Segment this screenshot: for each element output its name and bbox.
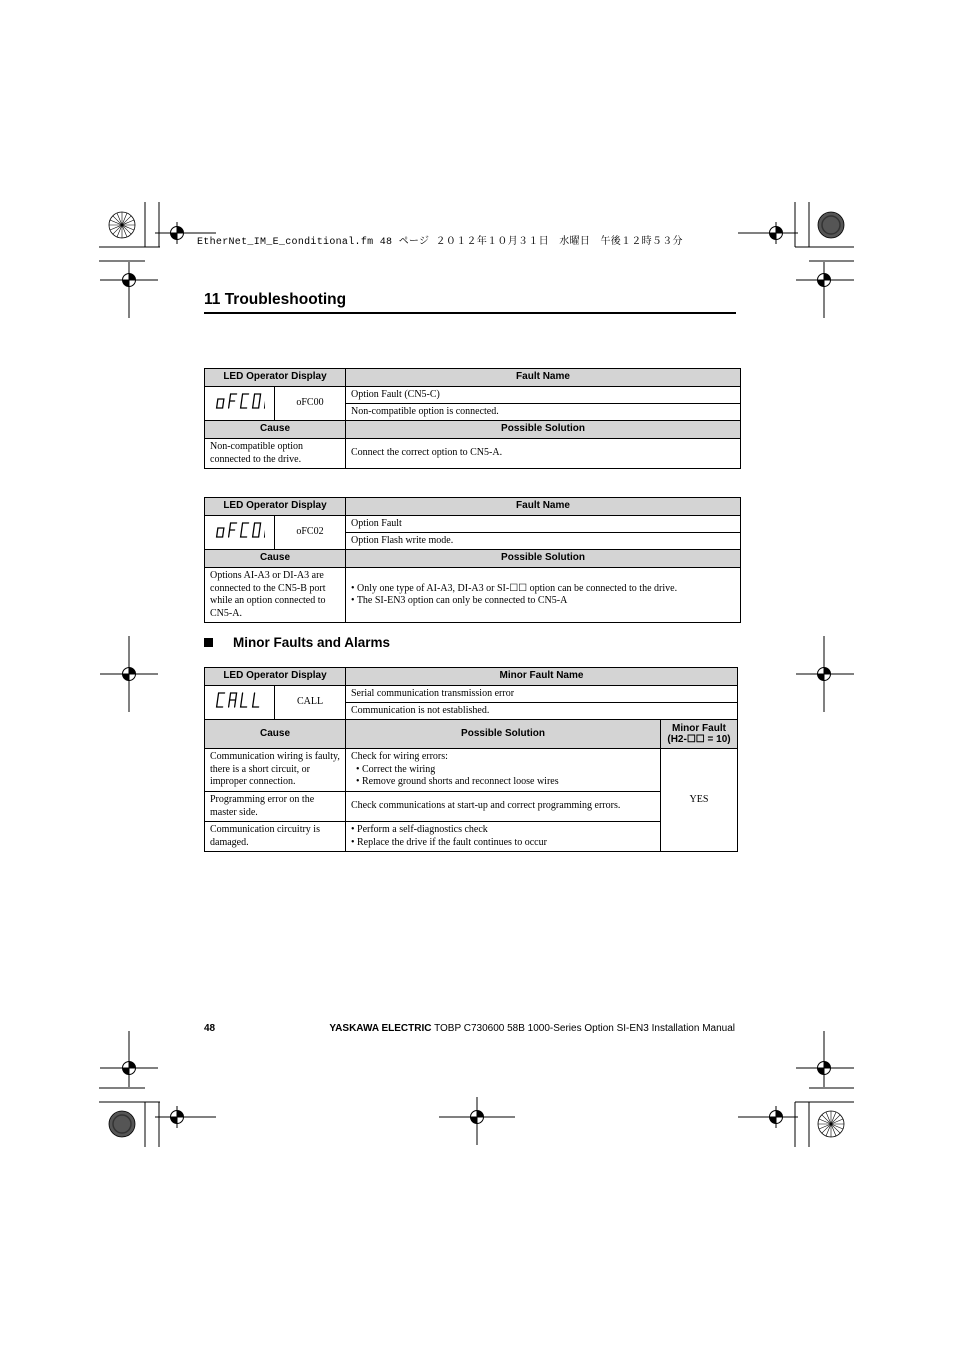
minor-fault-table-call <box>204 667 738 852</box>
solution-bullet: • Replace the drive if the fault continues to occur <box>351 836 547 848</box>
header-minor-fault-line2: (H2-☐☐ = 10) <box>667 734 731 745</box>
title-rule <box>204 312 736 314</box>
section-title: 11 Troubleshooting <box>204 291 347 308</box>
subsection-title-text: Minor Faults and Alarms <box>233 635 391 650</box>
cause-text: Non-compatible option connected to the drive. <box>205 439 346 469</box>
solution-bullet: • Only one type of AI-A3, DI-A3 or SI-☐☐ option can be connected to the drive. <box>351 582 678 594</box>
header-minor-fault-name: Minor Fault Name <box>346 668 738 686</box>
solution-bullet: • Perform a self-diagnostics check <box>351 824 488 835</box>
solution-cell <box>346 822 661 852</box>
page-number: 48 <box>204 1023 216 1034</box>
solution-text: Connect the correct option to CN5-A. <box>346 439 741 469</box>
header-cause: Cause <box>205 720 346 749</box>
led-display-glyph <box>205 686 275 720</box>
solution-cell <box>346 568 741 623</box>
file-info-line: EtherNet_IM_E_conditional.fm 48 ページ ２０１２年１０月３１日 水曜日 午後１２時５３分 <box>197 237 683 248</box>
fault-code: CALL <box>275 686 346 720</box>
header-minor-fault-line1: Minor Fault <box>672 723 726 734</box>
led-display-glyph <box>205 516 275 550</box>
header-solution: Possible Solution <box>346 421 741 439</box>
solution-cell <box>346 749 661 792</box>
solution-text: Check communications at start-up and correct programming errors. <box>346 792 661 822</box>
solution-intro: Check for wiring errors: <box>351 751 448 763</box>
cause-text: Programming error on the master side. <box>205 792 346 822</box>
header-fault-name: Fault Name <box>346 498 741 516</box>
header-led-display: LED Operator Display <box>205 498 346 516</box>
header-cause: Cause <box>205 550 346 568</box>
minor-fault-value: YES <box>661 749 738 852</box>
solution-bullet: • Correct the wiring <box>356 763 436 775</box>
header-minor-fault <box>661 720 738 749</box>
fault-name: Option Fault <box>346 516 741 533</box>
seven-segment-ofc02-icon <box>215 520 265 540</box>
seven-segment-call-icon <box>215 690 265 710</box>
fault-description: Communication is not established. <box>346 703 738 720</box>
cause-text: Options AI-A3 or DI-A3 are connected to the CN5-B port while an option connected to CN5-A. <box>205 568 346 623</box>
fault-table-ofc02 <box>204 497 741 623</box>
solution-bullet: • The SI-EN3 option can only be connected to CN5-A <box>351 595 568 606</box>
fault-table-ofc00 <box>204 368 741 469</box>
fault-name: Option Fault (CN5-C) <box>346 387 741 404</box>
fault-code: oFC02 <box>275 516 346 550</box>
header-solution: Possible Solution <box>346 720 661 749</box>
square-bullet-icon <box>204 638 213 647</box>
subsection-title <box>204 635 390 650</box>
fault-description: Option Flash write mode. <box>346 533 741 550</box>
cause-text: Communication wiring is faulty, there is a short circuit, or improper connection. <box>205 749 346 792</box>
seven-segment-ofc00-icon <box>215 391 265 411</box>
header-solution: Possible Solution <box>346 550 741 568</box>
header-led-display: LED Operator Display <box>205 668 346 686</box>
fault-name: Serial communication transmission error <box>346 686 738 703</box>
footer-brand: YASKAWA ELECTRIC <box>329 1023 432 1034</box>
header-cause: Cause <box>205 421 346 439</box>
footer-doc-title <box>329 1023 735 1034</box>
header-fault-name: Fault Name <box>346 369 741 387</box>
led-display-glyph <box>205 387 275 421</box>
cause-text: Communication circuitry is damaged. <box>205 822 346 852</box>
header-led-display: LED Operator Display <box>205 369 346 387</box>
fault-code: oFC00 <box>275 387 346 421</box>
footer-doc: TOBP C730600 58B 1000-Series Option SI-EN3 Installation Manual <box>431 1023 735 1034</box>
solution-bullet: • Remove ground shorts and reconnect loose wires <box>356 776 559 788</box>
fault-description: Non-compatible option is connected. <box>346 404 741 421</box>
